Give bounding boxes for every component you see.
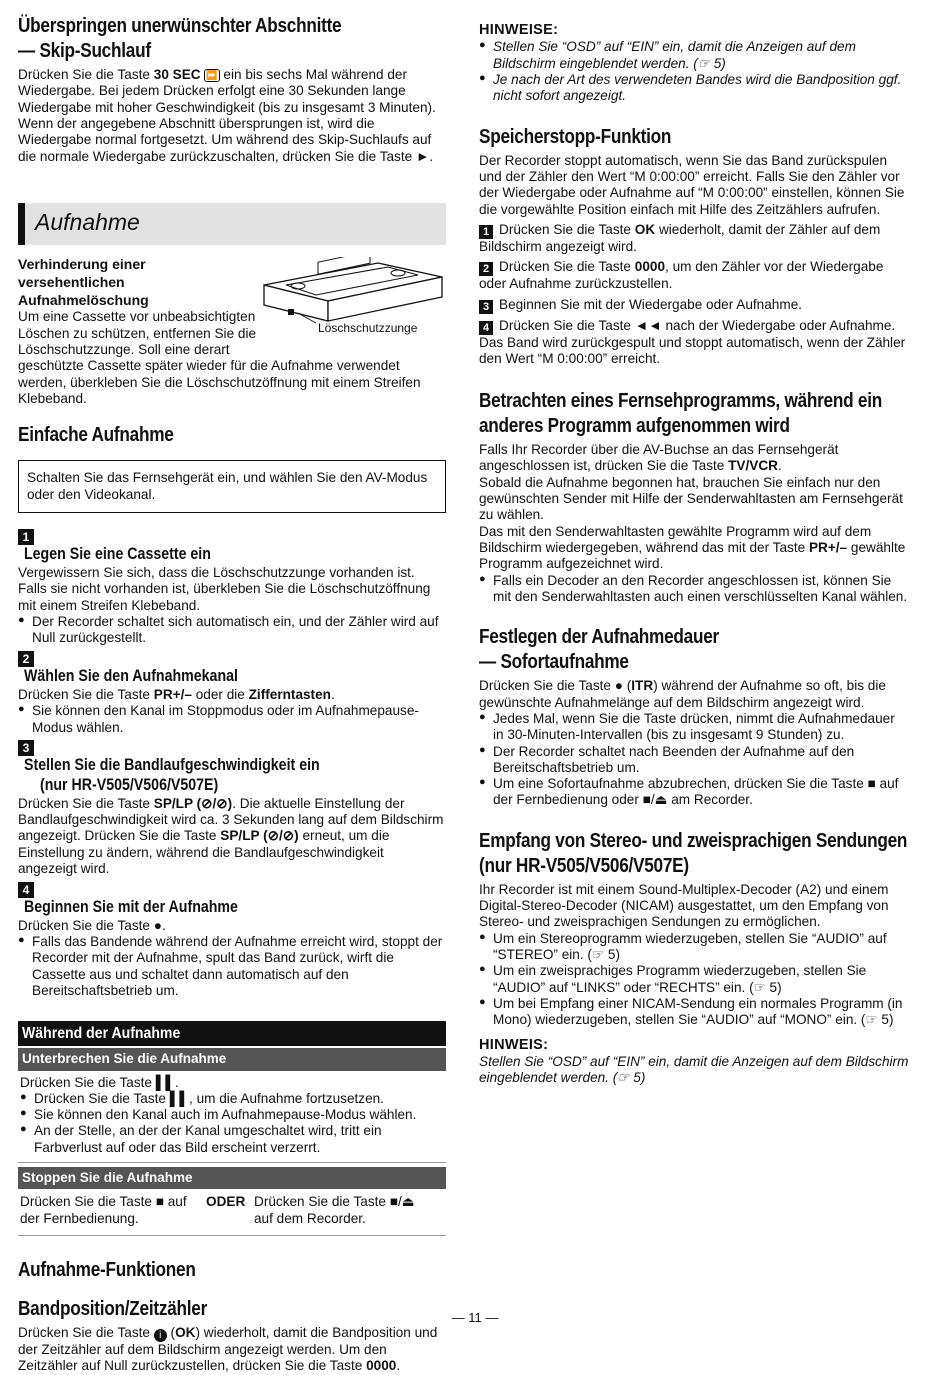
m1-b: wiederholt, damit der Zähler auf dem Bildschirm angezeigt wird. [479, 221, 881, 254]
stereo-title-2: (nur HR-V505/V506/V507E) [479, 854, 689, 877]
watch-title [479, 389, 908, 439]
m2-k: 0000 [634, 259, 666, 275]
itr-title-2: — Sofortaufnahme [479, 651, 629, 674]
info-icon: i [154, 1329, 167, 1342]
step-3-title: Stellen Sie die Bandlaufgeschwindigkeit ein [24, 756, 320, 775]
functions-text: Drücken Sie die Taste i (OK) wiederholt, damit die Bandposition und der Zeitzähler auf dem Bildschirm angezeigt werden. Um den Zeitzähler auf Null zurückzustellen, drücken Sie die Taste 0000. [18, 1324, 438, 1374]
step-1 [18, 529, 446, 647]
step-4 [18, 881, 446, 999]
hinweis-text: Stellen Sie “OSD” auf “EIN” ein, damit die Anzeigen auf dem Bildschirm eingeblendet werden. (☞ 5) [479, 1053, 909, 1086]
memory-step-3 [479, 297, 909, 314]
step-4-number: 4 [18, 882, 34, 898]
fn-a: Drücken Sie die Taste [18, 1324, 150, 1340]
hinweise-head: HINWEISE: [479, 22, 559, 38]
watch-bullet: ● Falls ein Decoder an den Recorder angeschlossen ist, können Sie mit den Senderwahltasten auch einen verschlüsselten Kanal wählen. [479, 573, 909, 606]
step-4-bullet: ● Falls das Bandende während der Aufnahme erreicht wird, stoppt der Recorder mit der Aufnahme, spult das Band zurück, wirft die Cassette aus und schaltet dann automatisch auf den Bereitschaftsbetrieb um. [18, 934, 446, 999]
fn-k2: 0000 [366, 1358, 397, 1374]
stop-head: Stoppen Sie die Aufnahme [18, 1167, 446, 1189]
s3-b: . Die aktuelle Einstellung der Bandlaufgeschwindigkeit wird ca. 3 Sekunden lang auf dem Bildschirm angezeigt. Drücken Sie die Taste [18, 795, 444, 844]
protect-text-a: Um eine Cassette vor unbeabsichtigten Löschen zu schützen, entfernen Sie die Löschschutzzunge. Soll eine derart [18, 309, 257, 358]
stereo-section [479, 829, 909, 1029]
itr-b: ) während der Aufnahme so oft, bis die gewünschte Aufnahmelänge auf dem Bildschirm angezeigt wird. [479, 678, 886, 710]
memory-step-1 [479, 222, 909, 255]
hinweis-section [479, 1037, 909, 1087]
m1-k: OK [634, 221, 656, 237]
during-recording-table [18, 1021, 446, 1236]
watch-section [479, 389, 909, 605]
stop-left: Drücken Sie die Taste ■ auf der Fernbedienung. [20, 1194, 187, 1226]
cassette-label: Löschschutzzunge [318, 320, 418, 335]
protect-text-b: geschützte Cassette später wieder für die Aufnahme verwendet werden, überkleben Sie die Löschschutzöffnung mit einem Streifen Klebeband. [18, 358, 421, 406]
w1-a: Falls Ihr Recorder über die AV-Buchse an das Fernsehgerät angeschlossen ist, drücken Sie die Taste [479, 442, 839, 474]
step-3-title2: (nur HR-V505/V506/V507E) [40, 776, 219, 795]
itr-title-1: Festlegen der Aufnahmedauer [479, 626, 719, 649]
m3: Beginnen Sie mit der Wiedergabe oder Aufnahme. [499, 296, 803, 312]
pause-body [18, 1071, 446, 1164]
simple-title: Einfache Aufnahme [18, 424, 174, 447]
stop-body [18, 1189, 446, 1236]
during-head-text: Während der Aufnahme [22, 1025, 181, 1043]
hinweise-bullet-1: ● Stellen Sie “OSD” auf “EIN” ein, damit die Anzeigen auf dem Bildschirm eingeblendet werden. (☞ 5) [479, 39, 909, 72]
memory-num-2: 2 [479, 262, 493, 276]
s2-k2: Zifferntasten [248, 686, 331, 702]
protect-section [18, 255, 446, 407]
fn-b: wiederholt, damit die Bandposition und der Zeitzähler auf dem Bildschirm angezeigt werden. Um den Zeitzähler auf Null zurückzustellen, drücken Sie die Taste [18, 1324, 438, 1374]
stereo-bullet-3: ● Um bei Empfang einer NICAM-Sendung ein normales Programm (in Mono) wiederzugeben, stellen Sie “AUDIO” auf “MONO” ein. (☞ 5) [479, 996, 909, 1029]
protect-title: Verhinderung einer versehentlichen Aufnahmelöschung [18, 255, 149, 309]
step-2-bullet: ● Sie können den Kanal im Stoppmodus oder im Aufnahmepause-Modus wählen. [18, 703, 446, 736]
skip-key: 30 SEC [153, 67, 201, 82]
w3-b: gewählte Programm aufgezeichnet wird. [479, 540, 906, 572]
functions-title: Aufnahme-Funktionen [18, 1258, 196, 1281]
hinweise-bullet-2: ● Je nach der Art des verwendeten Bandes wird die Bandposition ggf. nicht sofort angezeigt. [479, 72, 909, 105]
fn-c: . [396, 1358, 401, 1374]
m1-a: Drücken Sie die Taste [499, 221, 631, 237]
simple-box: Schalten Sie das Fernsehgerät ein, und wählen Sie den AV-Modus oder den Videokanal. [18, 460, 446, 513]
cassette-illustration [258, 257, 448, 337]
s3-a: Drücken Sie die Taste [18, 795, 150, 811]
pause-line: Drücken Sie die Taste ▌▌. [20, 1074, 179, 1090]
during-head [18, 1021, 446, 1046]
watch-p1 [479, 442, 909, 475]
step-1-number: 1 [18, 529, 34, 545]
step-4-title: Beginnen Sie mit der Aufnahme [24, 897, 238, 916]
step-1-title: Legen Sie eine Cassette ein [24, 545, 211, 564]
watch-title-1: Betrachten eines Fernsehprogramms, während ein [479, 390, 882, 413]
watch-p3 [479, 524, 909, 573]
step-4-head [18, 881, 446, 917]
watch-p2: Sobald die Aufnahme begonnen hat, brauchen Sie einfach nur den gewünschten Sender mit Hilfe der Senderwahltasten am Fernsehgerät zu wählen. [479, 474, 903, 523]
s3-k2: SP/LP (⊘/⊘) [220, 828, 299, 844]
skip-title [18, 14, 445, 64]
itr-text [479, 678, 909, 711]
memory-num-3: 3 [479, 300, 493, 314]
stop-right: Drücken Sie die Taste ■/⏏ auf dem Recorder. [254, 1194, 415, 1226]
m4: Drücken Sie die Taste ◄◄ nach der Wiedergabe oder Aufnahme. Das Band wird zurückgespult und stoppt automatisch, wenn der Zähler den Wert “M 0:00:00” erreicht. [479, 317, 906, 366]
itr-k: ITR [631, 678, 654, 694]
skip-icon: ⏩ [206, 70, 218, 80]
step-2 [18, 651, 446, 736]
pause-bullet-1: ● Drücken Sie die Taste ▌▌, um die Aufnahme fortzusetzen. [20, 1091, 444, 1107]
step-2-number: 2 [18, 651, 34, 667]
s2-k1: PR+/– [153, 686, 192, 702]
memory-step-4 [479, 318, 909, 368]
skip-text-b: ein bis sechs Mal während der Wiedergabe. Bei jedem Drücken erfolgt eine 30 Sekunden lange Wiedergabe mit hoher Geschwindigkeit (bis zu insgesamt 3 Minuten). Wenn der angegebene Abschnitt übersprungen ist, wird die Wiedergabe normal fortgesetzt. Um während des Skip-Suchlaufs auf die normale Wiedergabe zurückzuschalten, drücken Sie die Taste ►. [18, 67, 436, 164]
fn-k: OK [175, 1324, 196, 1340]
pause-bullet-2: ● Sie können den Kanal auch im Aufnahmepause-Modus wählen. [20, 1107, 444, 1123]
stereo-text: Ihr Recorder ist mit einem Sound-Multiplex-Decoder (A2) und einem Digital-Stereo-Decoder (NICAM) ausgestattet, um den Empfang von Stereo- und zweisprachigen Sendungen zu ermöglichen. [479, 881, 889, 930]
simple-recording [18, 423, 446, 999]
right-column [479, 14, 909, 1087]
m2-a: Drücken Sie die Taste [499, 259, 631, 275]
hinweis-head: HINWEIS: [479, 1036, 549, 1053]
skip-text-a: Drücken Sie die Taste [18, 67, 150, 82]
s3-k1: SP/LP (⊘/⊘) [153, 795, 233, 811]
step-2-head [18, 651, 446, 687]
itr-bullet-3: ● Um eine Sofortaufnahme abzubrechen, drücken Sie die Taste ■ auf der Fernbedienung oder ■/⏏ am Recorder. [479, 776, 909, 809]
memory-intro: Der Recorder stoppt automatisch, wenn Sie das Band zurückspulen und der Zähler den Wert “M 0:00:00” erreicht. Falls Sie den Zähler vor der Wiedergabe oder Aufnahme auf “M 0:00:00” einstellen, können Sie die vorgewählte Position einfach mit Hilfe des Zeitzählers aufrufen. [479, 152, 905, 217]
step-1-bullet: ● Der Recorder schaltet sich automatisch ein, und der Zähler wird auf Null zurückgestellt. [18, 614, 446, 647]
hinweise-section [479, 22, 909, 105]
itr-a: Drücken Sie die Taste ● ( [479, 678, 632, 694]
stereo-bullet-1: ● Um ein Stereoprogramm wiederzugeben, stellen Sie “AUDIO” auf “STEREO” ein. (☞ 5) [479, 931, 909, 964]
skip-title-line2: — Skip-Suchlauf [18, 40, 151, 62]
memory-title: Speicherstopp-Funktion [479, 125, 672, 148]
stop-oder: ODER [206, 1194, 246, 1210]
step-3 [18, 740, 446, 878]
itr-bullet-1: ● Jedes Mal, wenn Sie die Taste drücken, nimmt die Aufnahmedauer in 30-Minuten-Intervallen (bis zu insgesamt 9 Stunden) zu. [479, 711, 909, 744]
pause-head: Unterbrechen Sie die Aufnahme [18, 1048, 446, 1070]
step-3-text [18, 796, 446, 878]
w1-b: . [777, 458, 782, 474]
itr-bullet-2: ● Der Recorder schaltet nach Beenden der Aufnahme auf den Bereitschaftsbetrieb um. [479, 744, 909, 777]
s2-b: oder die [195, 686, 245, 702]
stereo-bullet-2: ● Um ein zweisprachiges Programm wiederzugeben, stellen Sie “AUDIO” auf “LINKS” oder “RECHTS” ein. (☞ 5) [479, 963, 909, 996]
aufnahme-banner [18, 203, 446, 245]
s3-c: erneut, um die Einstellung zu ändern, während die Bandlaufgeschwindigkeit angezeigt wird. [18, 828, 390, 877]
skip-title-line1: Überspringen unerwünschter Abschnitte [18, 15, 342, 37]
skip-text [18, 67, 446, 165]
left-column [18, 14, 446, 1375]
stereo-title-1: Empfang von Stereo- und zweisprachigen Sendungen [479, 829, 908, 852]
functions-sub: Bandposition/Zeitzähler [18, 1297, 208, 1320]
step-3-title2-wrap [18, 776, 446, 796]
step-3-number: 3 [18, 740, 34, 756]
itr-title [479, 625, 908, 675]
watch-title-2: anderes Programm aufgenommen wird [479, 415, 790, 438]
w1-k: TV/VCR [728, 458, 778, 474]
step-2-text: Drücken Sie die Taste PR+/– oder die Zifferntasten. [18, 686, 335, 702]
step-4-text: Drücken Sie die Taste ●. [18, 917, 166, 933]
pause-bullet-3: ● An der Stelle, an der der Kanal umgeschaltet wird, tritt ein Farbverlust auf oder das Bild erscheint verzerrt. [20, 1123, 444, 1156]
skip-section [18, 14, 446, 165]
step-1-text: Vergewissern Sie sich, dass die Löschschutzzunge vorhanden ist. Falls sie nicht vorhanden ist, überkleben Sie die Löschschutzöffnung mit einem Streifen Klebeband. [18, 565, 431, 613]
memory-num-4: 4 [479, 321, 493, 335]
stereo-title [479, 829, 908, 879]
memory-step-2 [479, 259, 909, 292]
step-2-title: Wählen Sie den Aufnahmekanal [24, 667, 238, 686]
itr-section [479, 625, 909, 809]
page-number: — 11 — [451, 1310, 499, 1325]
step-3-head [18, 740, 446, 776]
aufnahme-banner-title: Aufnahme [35, 208, 140, 235]
memory-num-1: 1 [479, 225, 493, 239]
w3-k: PR+/– [808, 540, 848, 556]
step-1-head [18, 529, 446, 565]
s2-a: Drücken Sie die Taste [18, 686, 150, 702]
m2-b: , um den Zähler vor der Wiedergabe oder Aufnahme zurückzustellen. [479, 259, 884, 292]
w3-a: Das mit den Senderwahltasten gewählte Programm wird auf dem Bildschirm wiedergegeben, während das mit der Taste [479, 523, 872, 556]
memory-section [479, 125, 909, 368]
